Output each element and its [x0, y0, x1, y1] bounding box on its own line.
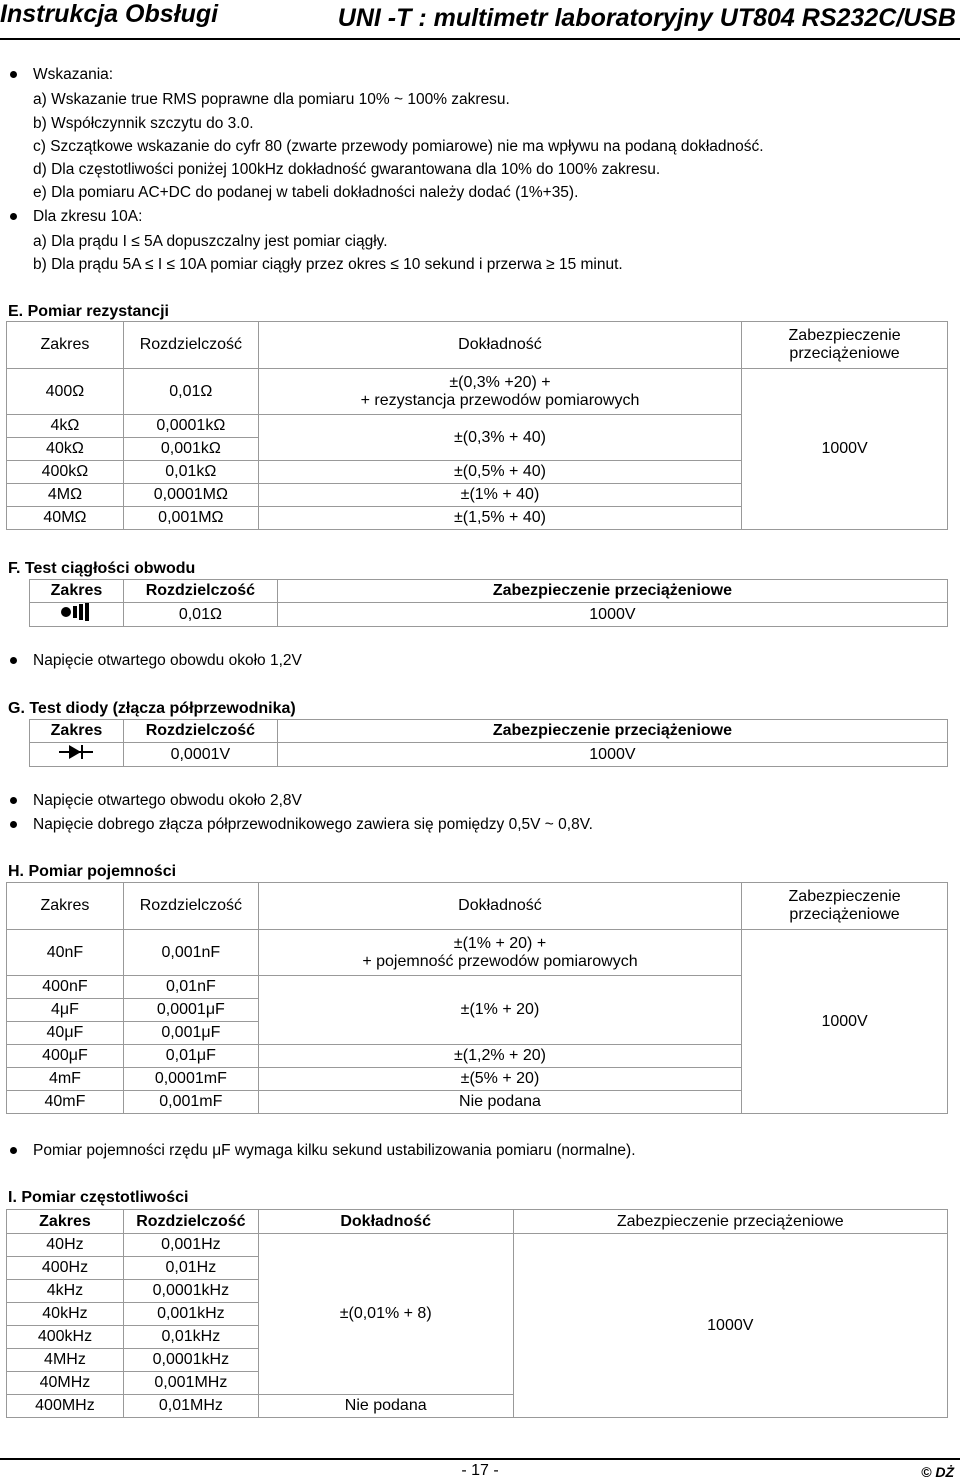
- protection-cell: 1000V: [742, 369, 948, 530]
- table-cell: 0,0001mF: [123, 1068, 258, 1091]
- page-header: [0, 0, 960, 40]
- table-cell: 4μF: [7, 999, 124, 1022]
- table-cell: 40kΩ: [7, 438, 124, 461]
- note-range-a: a) Dla prądu I ≤ 5A dopuszczalny jest pomiar ciągły.: [33, 233, 388, 250]
- table-cell: 400nF: [7, 976, 124, 999]
- header-rozdzielczosc: Rozdzielczość: [123, 883, 258, 930]
- table-cell: 40Hz: [7, 1234, 124, 1257]
- table-cell: 40μF: [7, 1022, 124, 1045]
- table-cell: 0,0001kΩ: [123, 415, 258, 438]
- footer-divider: [0, 1458, 960, 1460]
- table-cell: ±(0,3% +20) + + rezystancja przewodów pomiarowych: [258, 369, 741, 415]
- table-cell: ±(1% + 40): [258, 484, 741, 507]
- continuity-note: Napięcie otwartego obowdu około 1,2V: [33, 652, 302, 669]
- table-cell: 0,001Hz: [123, 1234, 258, 1257]
- resistance-table: [6, 321, 948, 530]
- diode-note-2: Napięcie dobrego złącza półprzewodnikowego zawiera się pomiędzy 0,5V ~ 0,8V.: [33, 816, 593, 833]
- bullet-icon: [10, 71, 17, 78]
- table-cell: 0,001kΩ: [123, 438, 258, 461]
- table-cell: 4MΩ: [7, 484, 124, 507]
- header-dokladnosc: Dokładność: [258, 1210, 513, 1234]
- header-zakres: Zakres: [30, 720, 124, 743]
- table-cell: 0,0001kHz: [123, 1349, 258, 1372]
- table-cell: 0,0001MΩ: [123, 484, 258, 507]
- header-zakres: Zakres: [30, 580, 124, 603]
- table-cell: ±(1,2% + 20): [258, 1045, 741, 1068]
- note-c: c) Szczątkowe wskazanie do cyfr 80 (zwarte przewody pomiarowe) nie ma wpływu na podaną dokładność.: [33, 138, 764, 155]
- table-cell: ±(5% + 20): [258, 1068, 741, 1091]
- table-cell: 4mF: [7, 1068, 124, 1091]
- table-cell: 0,01kHz: [123, 1326, 258, 1349]
- note-b: b) Współczynnik szczytu do 3.0.: [33, 115, 254, 132]
- protection-cell: 1000V: [277, 743, 947, 767]
- header-zakres: Zakres: [7, 1210, 124, 1234]
- table-cell: 400MHz: [7, 1395, 124, 1418]
- table-cell: 0,0001kHz: [123, 1280, 258, 1303]
- protection-cell: 1000V: [742, 930, 948, 1114]
- table-cell: 0,01Ω: [123, 603, 277, 627]
- header-zabezpieczenie: Zabezpieczenie przeciążeniowe: [513, 1210, 947, 1234]
- notes-heading: Wskazania:: [33, 66, 114, 83]
- table-cell: 40MΩ: [7, 507, 124, 530]
- table-cell: 0,01kΩ: [123, 461, 258, 484]
- table-cell: ±(1% + 20) + + pojemność przewodów pomiarowych: [258, 930, 741, 976]
- bullet-icon: [10, 1147, 17, 1154]
- header-zabezpieczenie: Zabezpieczenie przeciążeniowe: [277, 580, 947, 603]
- header-rozdzielczosc: Rozdzielczość: [123, 1210, 258, 1234]
- table-cell: Nie podana: [258, 1091, 741, 1114]
- frequency-table: [6, 1209, 948, 1418]
- note-d: d) Dla częstotliwości poniżej 100kHz dokładność gwarantowana dla 10% do 100% zakresu.: [33, 161, 661, 178]
- table-cell: ±(0,5% + 40): [258, 461, 741, 484]
- header-zakres: Zakres: [7, 322, 124, 369]
- table-cell: ±(1% + 20): [258, 976, 741, 1045]
- diode-icon: [30, 743, 124, 767]
- diode-table: [29, 719, 948, 767]
- header-divider: [0, 38, 960, 40]
- capacitance-note: Pomiar pojemności rzędu μF wymaga kilku sekund ustabilizowania pomiaru (normalne).: [33, 1142, 636, 1159]
- table-cell: 40kHz: [7, 1303, 124, 1326]
- protection-cell: 1000V: [277, 603, 947, 627]
- table-cell: 0,01MHz: [123, 1395, 258, 1418]
- table-cell: 0,001μF: [123, 1022, 258, 1045]
- continuity-table: [29, 579, 948, 627]
- bullet-icon: [10, 213, 17, 220]
- table-cell: 0,0001μF: [123, 999, 258, 1022]
- header-dokladnosc: Dokładność: [258, 322, 741, 369]
- table-cell: 0,001kHz: [123, 1303, 258, 1326]
- capacitance-title: H. Pomiar pojemności: [8, 863, 177, 880]
- header-right-title: UNI -T : multimetr laboratoryjny UT804 RS232C/USB: [337, 4, 956, 32]
- table-cell: 4MHz: [7, 1349, 124, 1372]
- bullet-icon: [10, 657, 17, 664]
- protection-cell: 1000V: [513, 1234, 947, 1418]
- table-cell: 0,01Ω: [123, 369, 258, 415]
- table-cell: 0,001MHz: [123, 1372, 258, 1395]
- table-cell: 0,01nF: [123, 976, 258, 999]
- table-cell: 0,0001V: [123, 743, 277, 767]
- header-zabezpieczenie: Zabezpieczenie przeciążeniowe: [742, 322, 948, 369]
- table-cell: 0,01Hz: [123, 1257, 258, 1280]
- table-cell: ±(0,01% + 8): [258, 1234, 513, 1395]
- table-cell: 4kHz: [7, 1280, 124, 1303]
- header-rozdzielczosc: Rozdzielczość: [123, 322, 258, 369]
- note-e: e) Dla pomiaru AC+DC do podanej w tabeli dokładności należy dodać (1%+35).: [33, 184, 579, 201]
- table-cell: ±(1,5% + 40): [258, 507, 741, 530]
- header-rozdzielczosc: Rozdzielczość: [123, 720, 277, 743]
- header-zabezpieczenie: Zabezpieczenie przeciążeniowe: [277, 720, 947, 743]
- table-cell: ±(0,3% + 40): [258, 415, 741, 461]
- table-cell: 0,001MΩ: [123, 507, 258, 530]
- footer-copyright: © DŻ: [921, 1464, 954, 1480]
- table-cell: 40mF: [7, 1091, 124, 1114]
- bullet-icon: [10, 797, 17, 804]
- header-zakres: Zakres: [7, 883, 124, 930]
- header-dokladnosc: Dokładność: [258, 883, 741, 930]
- header-rozdzielczosc: Rozdzielczość: [123, 580, 277, 603]
- diode-title: G. Test diody (złącza półprzewodnika): [8, 700, 296, 717]
- table-cell: 400μF: [7, 1045, 124, 1068]
- table-cell: 40MHz: [7, 1372, 124, 1395]
- frequency-title: I. Pomiar częstotliwości: [8, 1189, 189, 1206]
- table-cell: 400kΩ: [7, 461, 124, 484]
- table-cell: 0,001mF: [123, 1091, 258, 1114]
- note-range-b: b) Dla prądu 5A ≤ I ≤ 10A pomiar ciągły przez okres ≤ 10 sekund i przerwa ≥ 15 minut.: [33, 256, 623, 273]
- note-a: a) Wskazanie true RMS poprawne dla pomiaru 10% ~ 100% zakresu.: [33, 91, 510, 108]
- buzzer-icon: [30, 603, 124, 627]
- table-cell: 0,01μF: [123, 1045, 258, 1068]
- table-cell: 400Hz: [7, 1257, 124, 1280]
- page-number: - 17 -: [461, 1462, 499, 1479]
- header-left-title: Instrukcja Obsługi: [0, 0, 219, 28]
- table-cell: Nie podana: [258, 1395, 513, 1418]
- table-cell: 0,001nF: [123, 930, 258, 976]
- table-cell: 4kΩ: [7, 415, 124, 438]
- bullet-icon: [10, 821, 17, 828]
- capacitance-table: [6, 882, 948, 1114]
- note-range10a: Dla zkresu 10A:: [33, 208, 143, 225]
- resistance-title: E. Pomiar rezystancji: [8, 303, 169, 320]
- diode-note-1: Napięcie otwartego obwodu około 2,8V: [33, 792, 302, 809]
- table-cell: 40nF: [7, 930, 124, 976]
- table-cell: 400Ω: [7, 369, 124, 415]
- header-zabezpieczenie: Zabezpieczenie przeciążeniowe: [742, 883, 948, 930]
- table-cell: 400kHz: [7, 1326, 124, 1349]
- continuity-title: F. Test ciągłości obwodu: [8, 560, 196, 577]
